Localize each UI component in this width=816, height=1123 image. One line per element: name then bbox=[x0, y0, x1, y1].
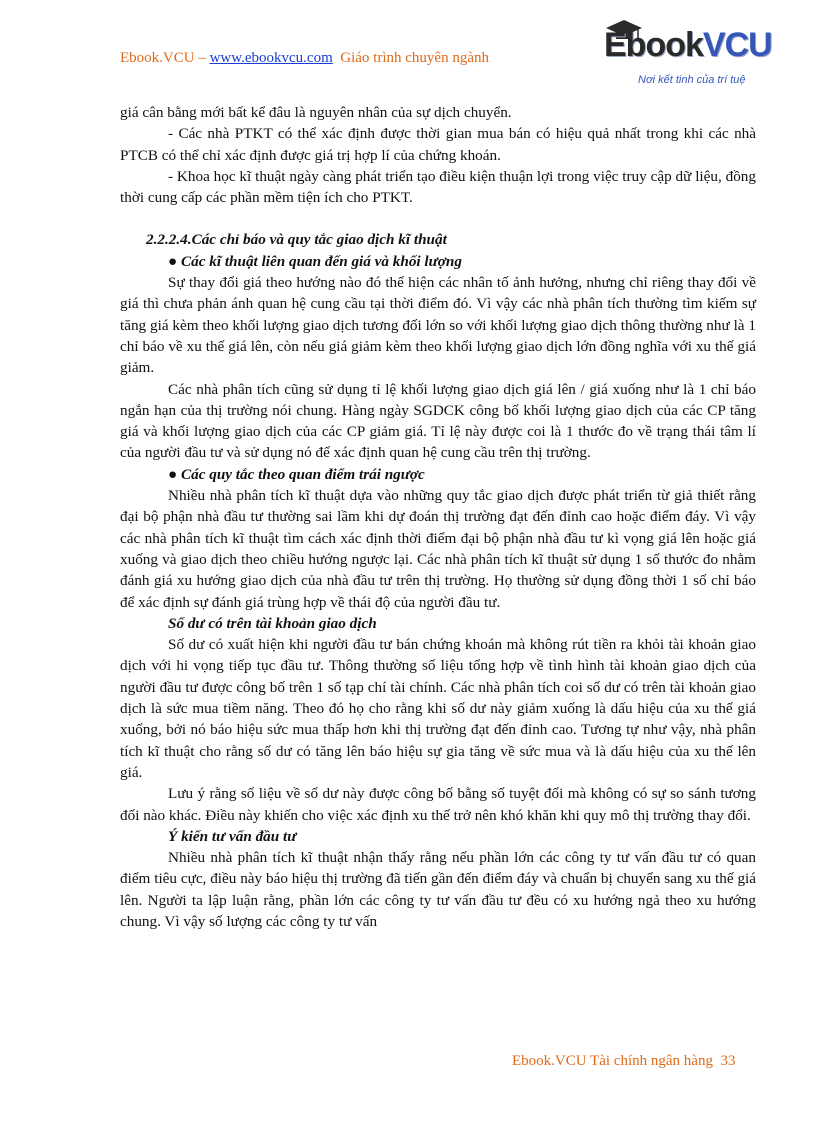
logo-tagline: Nơi kết tinh của trí tuệ bbox=[638, 74, 746, 86]
paragraph: - Khoa học kĩ thuật ngày càng phát triển tạo điều kiện thuận lợi trong việc truy cập dữ liệu, đồng thời cung cấp các phần mềm tiện ích cho PTKT. bbox=[120, 167, 756, 207]
paragraph: Sự thay đổi giá theo hướng nào đó thể hiện các nhân tố ảnh hưởng, nhưng chỉ riêng thay đổi về giá thì chưa phản ánh quan hệ cung cầu tại thời điểm đó. Vì vậy các nhà phân tích thường tìm kiếm sự tăng giá kèm theo khối lượng giao dịch tương đối lớn so với khối lượng giao dịch thông thường như là 1 chỉ báo về xu thế giá lên, còn nếu giá giảm kèm theo khối lượng giao dịch lớn đồng nghĩa với xu thế giá giảm. bbox=[120, 274, 756, 377]
subsection-heading: ● Các kĩ thuật liên quan đến giá và khối lượng bbox=[168, 252, 462, 270]
ebookvcu-logo bbox=[604, 22, 774, 94]
footer-text: Ebook.VCU Tài chính ngân hàng bbox=[512, 1053, 713, 1069]
logo-word-vcu: VCU bbox=[702, 26, 772, 64]
page-header bbox=[120, 50, 489, 67]
paragraph: Nhiều nhà phân tích kĩ thuật nhận thấy rằng nếu phần lớn các công ty tư vấn đầu tư có quan điểm tiêu cực, điều này báo hiệu thị trường đã tiến gần đến điểm đáy và chuẩn bị chuyển sang xu thế giá lên. Người ta lập luận rằng, phần lớn các công ty tư vấn đầu tư đều có xu hướng ngả theo xu hướng chung. Vì vậy số lượng các công ty tư vấn bbox=[120, 849, 756, 930]
subsection-heading: Số dư có trên tài khoản giao dịch bbox=[168, 614, 377, 632]
spacer bbox=[120, 208, 756, 229]
subsection-heading: Ý kiến tư vấn đầu tư bbox=[168, 827, 297, 845]
paragraph: - Các nhà PTKT có thể xác định được thời gian mua bán có hiệu quả nhất trong khi các nhà PTCB có thể chỉ xác định được giá trị hợp lí của chứng khoán. bbox=[120, 125, 756, 164]
header-title: Giáo trình chuyên ngành bbox=[340, 50, 489, 66]
paragraph: Các nhà phân tích cũng sử dụng tỉ lệ khối lượng giao dịch giá lên / giá xuống như là 1 chỉ báo ngắn hạn của thị trường nói chung. Hàng ngày SGDCK công bố khối lượng giao dịch của các CP tăng giá và khối lượng giao dịch của các CP giảm giá. Tỉ lệ này được coi là 1 thước đo về trạng thái tâm lí của người đầu tư và sử dụng nó để xác định quan hệ cung cầu trên thị trường. bbox=[120, 380, 756, 462]
page-footer bbox=[512, 1053, 735, 1070]
paragraph: Lưu ý rằng số liệu về số dư này được công bố bằng số tuyệt đối mà không có sự so sánh tương đối nào khác. Điều này khiến cho việc xác định xu thế trở nên khó khăn khi quy mô thị trường thay đổi. bbox=[120, 785, 756, 824]
subsection-heading: ● Các quy tắc theo quan điểm trái ngược bbox=[168, 465, 425, 483]
logo-wordmark bbox=[604, 26, 772, 65]
header-brand: Ebook.VCU – bbox=[120, 50, 206, 66]
section-heading: 2.2.2.4.Các chỉ báo và quy tắc giao dịch kĩ thuật bbox=[146, 231, 447, 249]
paragraph: Số dư có xuất hiện khi người đầu tư bán chứng khoán mà không rút tiền ra khỏi tài khoản giao dịch với hi vọng tiếp tục đầu tư. Thông thường số liệu tổng hợp về tình hình tài khoản giao dịch của người đầu tư được công bố trên 1 số tạp chí tài chính. Các nhà phân tích coi số dư có trên tài khoản giao dịch là sức mua tiềm năng. Theo đó họ cho rằng khi số dư này giảm xuống là dấu hiệu của xu thế giá xuống, bởi nó báo hiệu sức mua thấp hơn khi thị trường đạt đến đỉnh cao. Tương tự như vậy, nhà phân tích kĩ thuật cho rằng số dư có tăng lên báo hiệu sự gia tăng về sức mua và là dấu hiệu của xu thế lên giá. bbox=[120, 636, 756, 781]
paragraph: Nhiều nhà phân tích kĩ thuật dựa vào những quy tắc giao dịch được phát triển từ giả thiết rằng đại bộ phận nhà đầu tư thường sai lầm khi dự đoán thị trường đạt đến đỉnh cao hoặc điểm đáy. Vì vậy các nhà phân tích kĩ thuật tìm cách xác định thời điểm đại bộ phận nhà đầu tư kì vọng giá lên hoặc giá xuống và giao dịch theo chiều hướng ngược lại. Các nhà phân tích kĩ thuật sử dụng 1 số thước đo nhằm đánh giá xu hướng giao dịch của nhà đầu tư trên thị trường. Họ thường sử dụng đồng thời 1 số chỉ báo để xác định sự đánh giá trùng hợp về thái độ của người đầu tư. bbox=[120, 487, 756, 611]
header-link[interactable]: www.ebookvcu.com bbox=[209, 50, 333, 66]
page-number: 33 bbox=[720, 1053, 736, 1069]
logo-word-ebook: Ebook bbox=[604, 26, 703, 64]
page-body bbox=[120, 102, 756, 932]
paragraph: giá cân bằng mới bất kể đâu là nguyên nhân của sự dịch chuyển. bbox=[120, 104, 512, 121]
